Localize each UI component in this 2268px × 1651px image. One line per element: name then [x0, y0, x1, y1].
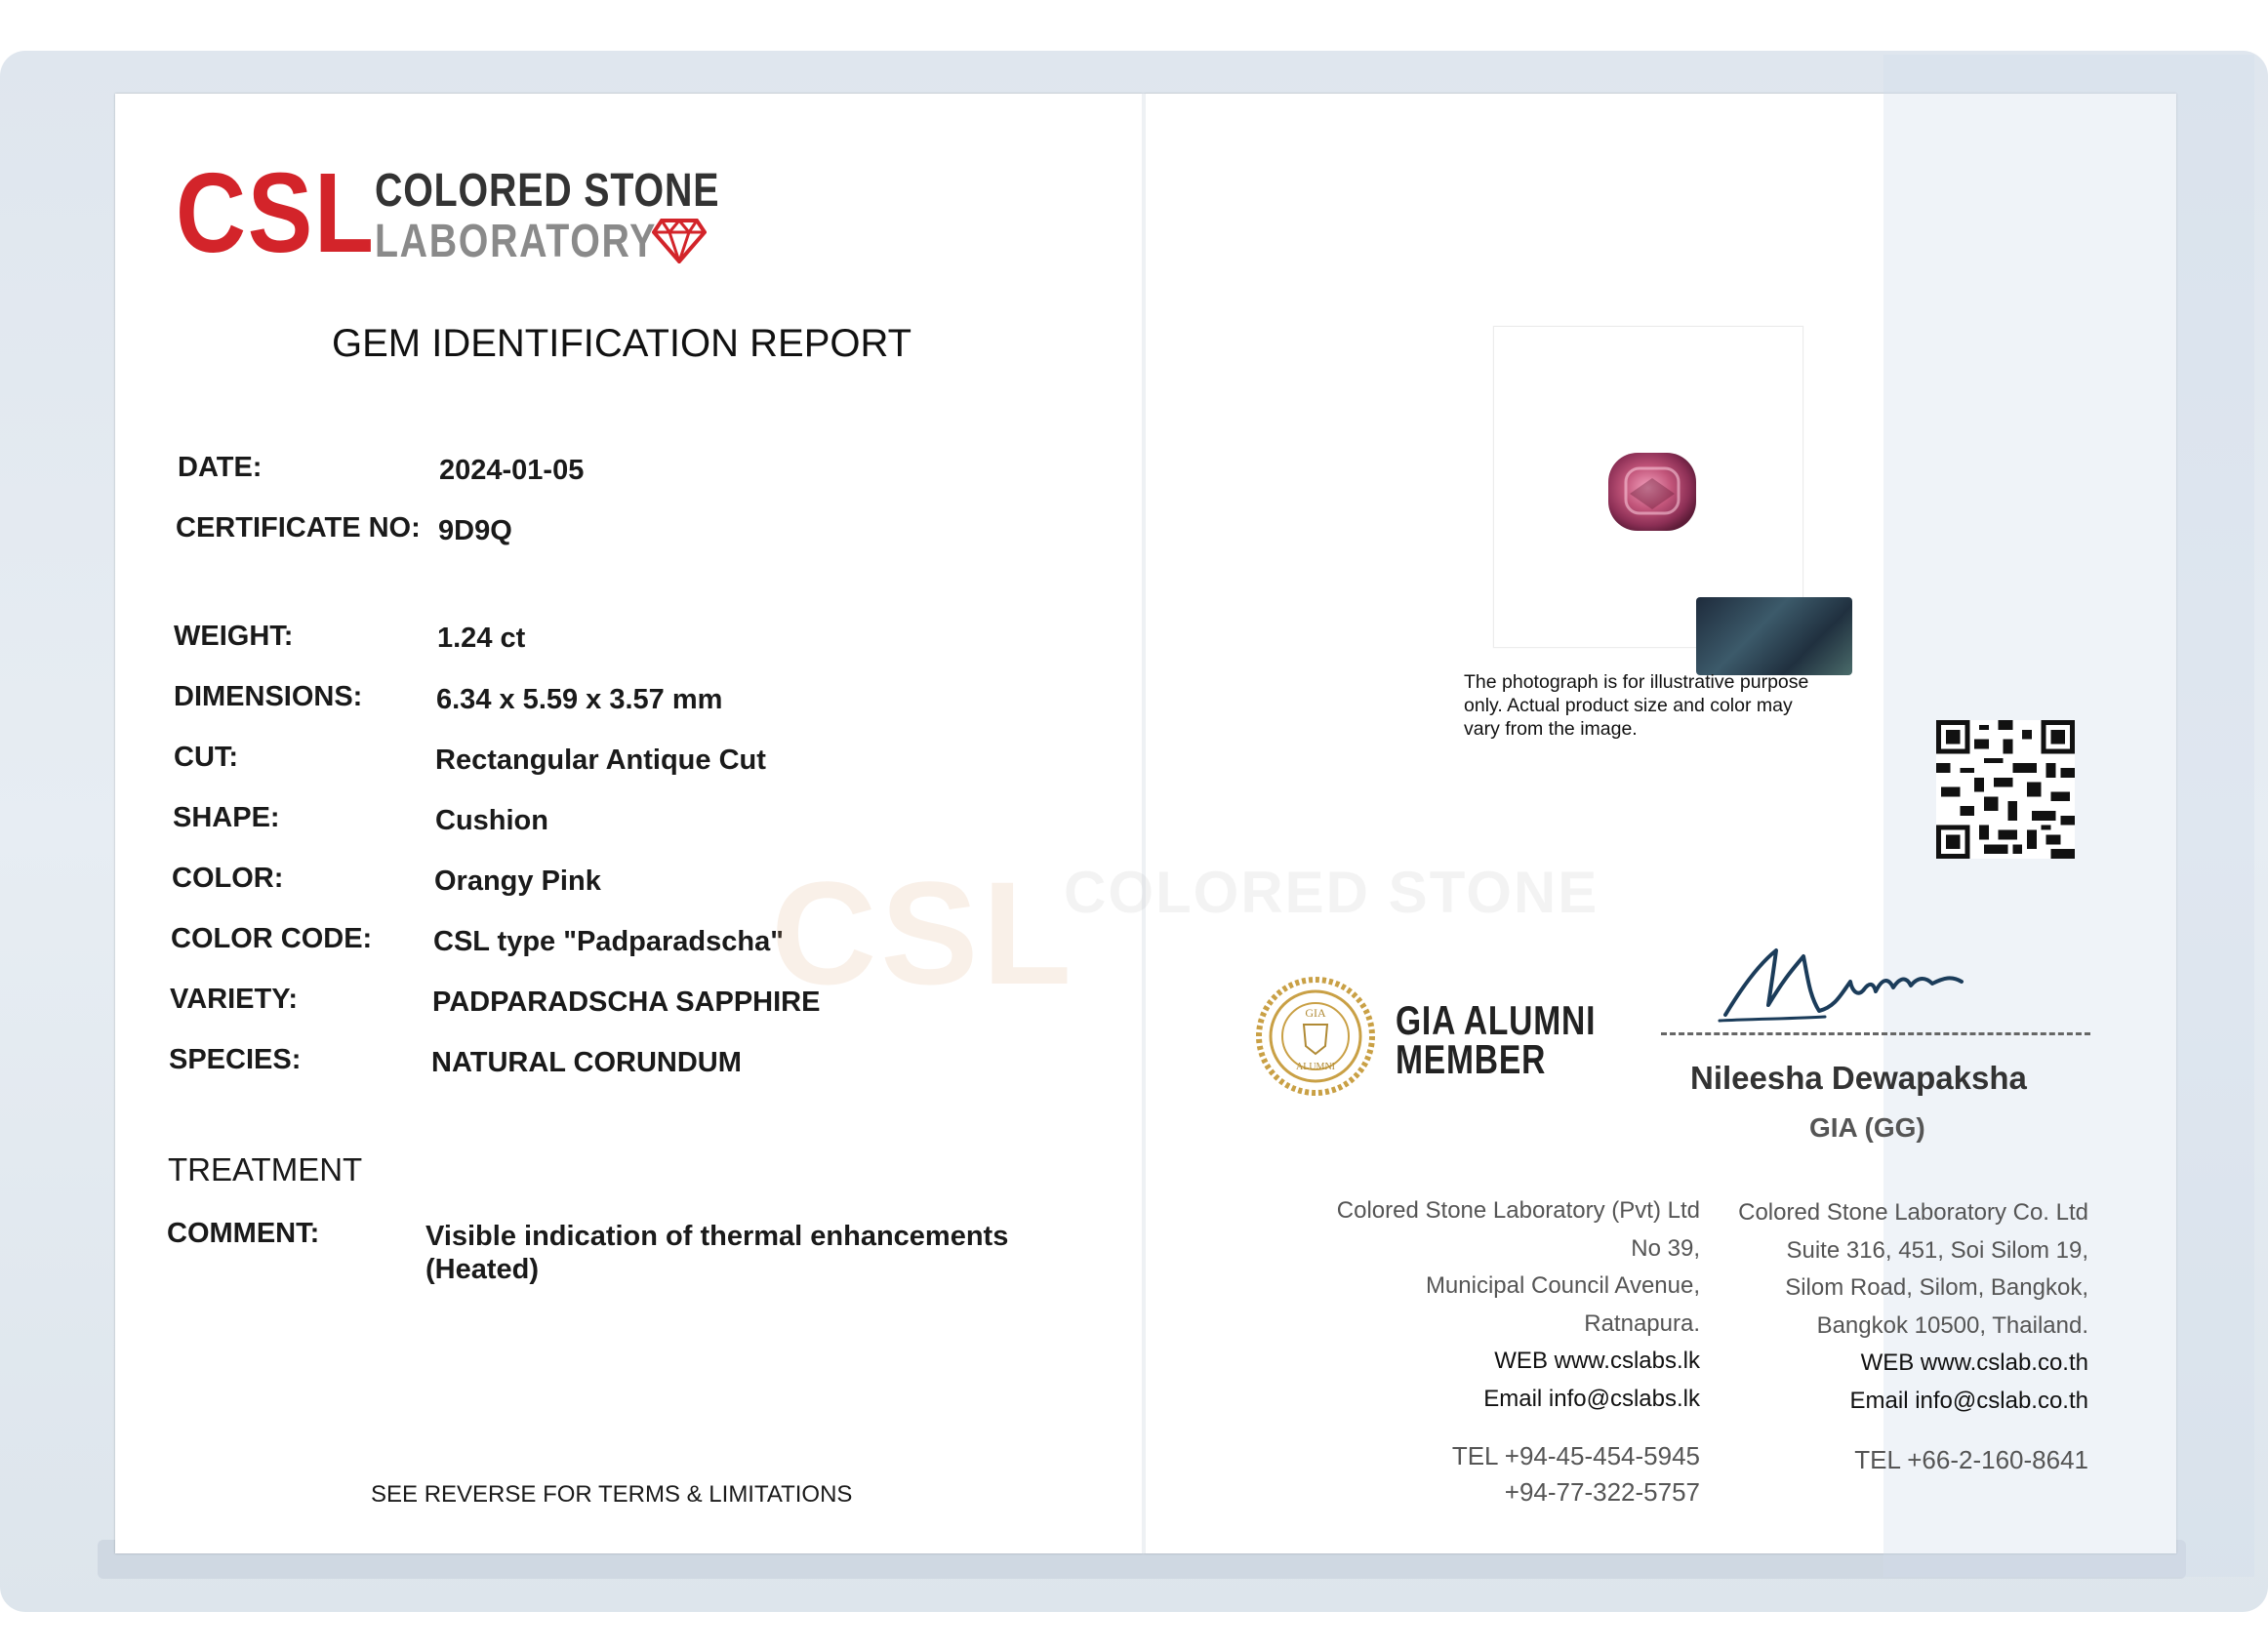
address-th-email-link: info@cslab.co.th: [1915, 1387, 2088, 1414]
variety-label: VARIETY:: [170, 984, 299, 1015]
photo-disclaimer-line-1: The photograph is for illustrative purpose: [1464, 671, 1809, 693]
phone-th-1: TEL +66-2-160-8641: [1854, 1445, 2088, 1474]
color-value: Orangy Pink: [434, 866, 601, 897]
address-lk-email-label: Email: [1483, 1385, 1543, 1412]
phone-thailand: [1757, 1442, 2088, 1478]
address-lk-email-link: info@cslabs.lk: [1548, 1385, 1700, 1412]
address-th-email-label: Email: [1849, 1387, 1909, 1414]
cut-value: Rectangular Antique Cut: [435, 745, 766, 776]
address-lk-web-label: WEB: [1494, 1348, 1548, 1374]
species-value: NATURAL CORUNDUM: [431, 1047, 742, 1078]
weight-value: 1.24 ct: [437, 623, 526, 654]
cut-label: CUT:: [174, 742, 239, 773]
color-code-label: COLOR CODE:: [171, 923, 373, 954]
shape-value: Cushion: [435, 805, 548, 836]
phone-sri-lanka: [1366, 1438, 1700, 1510]
signer-credential: GIA (GG): [1809, 1112, 1925, 1143]
qr-code-icon: [1936, 720, 2075, 859]
address-lk-line3: Ratnapura.: [1584, 1309, 1700, 1337]
dimensions-value: 6.34 x 5.59 x 3.57 mm: [436, 684, 723, 715]
address-th-line1: Suite 316, 451, Soi Silom 19,: [1786, 1236, 2088, 1264]
photo-disclaimer-line-2: only. Actual product size and color may: [1464, 694, 1793, 716]
gia-alumni-line1: GIA ALUMNI: [1396, 997, 1597, 1043]
address-th-company: Colored Stone Laboratory Co. Ltd: [1738, 1199, 2088, 1226]
phone-lk-2: +94-77-322-5757: [1504, 1477, 1700, 1507]
address-lk-line2: Municipal Council Avenue,: [1425, 1272, 1700, 1299]
address-th-web-label: WEB: [1860, 1349, 1915, 1376]
address-thailand: [1721, 1194, 2088, 1420]
certificate-value: 9D9Q: [438, 515, 512, 546]
fold-line: [1142, 94, 1146, 1553]
watermark-mark: CSL: [771, 851, 1075, 1015]
address-lk-company: Colored Stone Laboratory (Pvt) Ltd: [1336, 1197, 1700, 1224]
gia-seal-bottom-text: ALUMNI: [1296, 1062, 1335, 1072]
color-code-value: CSL type "Padparadscha": [433, 926, 784, 957]
logo-text-line2: LABORATORY: [375, 216, 657, 267]
comment-value: [425, 1220, 1050, 1286]
address-th-email: [1721, 1383, 2088, 1421]
gia-alumni-line2: MEMBER: [1396, 1036, 1547, 1082]
weight-label: WEIGHT:: [174, 621, 294, 652]
variety-value: PADPARADSCHA SAPPHIRE: [432, 987, 821, 1018]
watermark-text: COLORED STONE: [1064, 860, 1600, 925]
date-label: DATE:: [178, 452, 263, 483]
address-lk-line1: No 39,: [1631, 1234, 1700, 1262]
phone-lk-1: TEL +94-45-454-5945: [1451, 1441, 1700, 1470]
shape-label: SHAPE:: [173, 802, 280, 833]
photo-disclaimer-line-3: vary from the image.: [1464, 717, 1638, 740]
address-th-web-link: www.cslab.co.th: [1920, 1349, 2088, 1376]
logo-mark: CSL: [176, 149, 376, 276]
color-label: COLOR:: [172, 863, 284, 894]
address-lk-web-link: www.cslabs.lk: [1554, 1348, 1700, 1374]
gia-alumni-seal: [1255, 976, 1376, 1097]
address-lk-email: [1269, 1381, 1700, 1419]
species-label: SPECIES:: [169, 1044, 302, 1075]
terms-note: SEE REVERSE FOR TERMS & LIMITATIONS: [371, 1481, 853, 1508]
signature-image: [1718, 937, 2010, 1027]
comment-line-2: (Heated): [425, 1254, 540, 1286]
gia-seal-top-text: GIA: [1305, 1006, 1326, 1020]
gemstone-photo: [1604, 449, 1700, 535]
treatment-heading: TREATMENT: [168, 1151, 363, 1188]
address-sri-lanka: [1269, 1192, 1700, 1418]
diamond-icon: [652, 219, 707, 263]
date-value: 2024-01-05: [439, 455, 585, 486]
address-th-line3: Bangkok 10500, Thailand.: [1816, 1311, 2088, 1339]
hologram-sticker: [1696, 597, 1852, 675]
comment-label: COMMENT:: [167, 1218, 320, 1249]
address-lk-web: [1269, 1343, 1700, 1381]
signature-line: [1661, 1032, 2090, 1035]
certificate-label: CERTIFICATE NO:: [176, 512, 421, 544]
logo-text-line1: COLORED STONE: [375, 165, 720, 217]
address-th-line2: Silom Road, Silom, Bangkok,: [1785, 1274, 2088, 1301]
photo-disclaimer: [1464, 671, 1854, 741]
address-th-web: [1721, 1345, 2088, 1383]
report-title: GEM IDENTIFICATION REPORT: [332, 322, 912, 365]
dimensions-label: DIMENSIONS:: [174, 681, 363, 712]
signer-name: Nileesha Dewapaksha: [1690, 1060, 2027, 1096]
comment-line-1: Visible indication of thermal enhancements: [425, 1221, 1009, 1252]
